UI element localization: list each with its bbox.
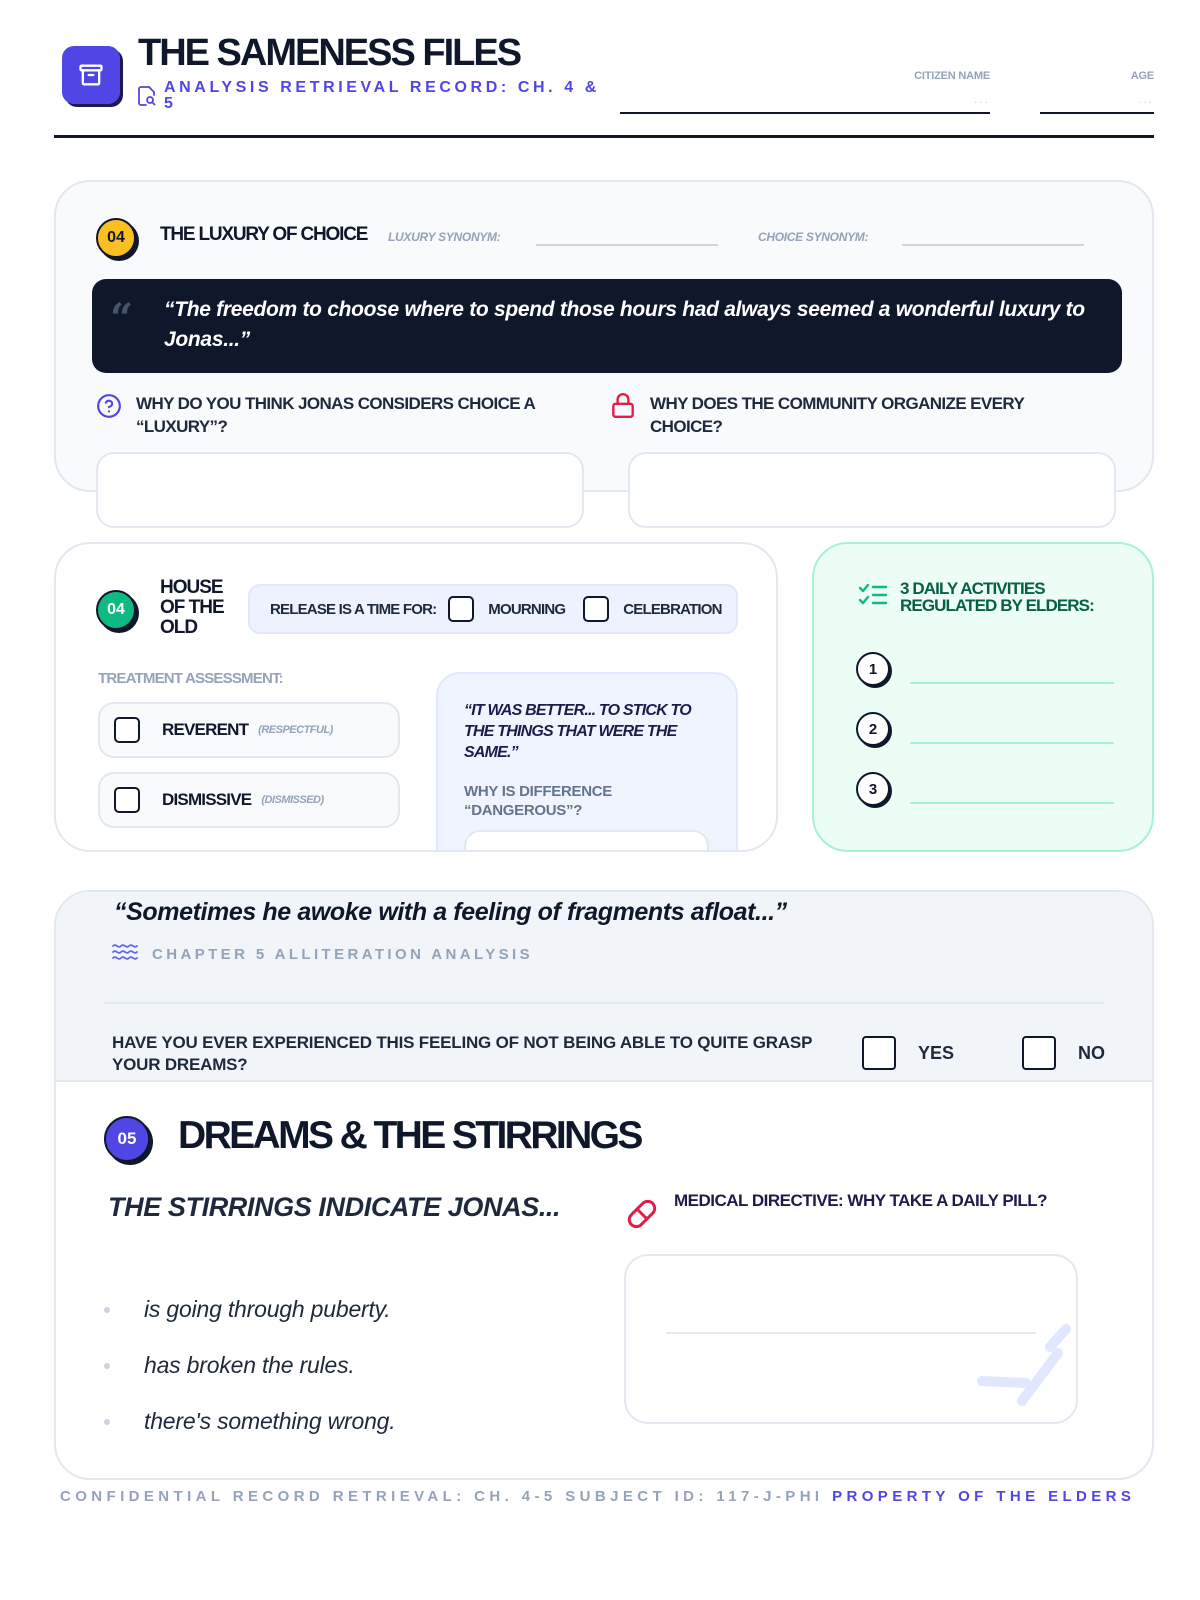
bullet: [104, 1419, 110, 1425]
dream-question: HAVE YOU EVER EXPERIENCED THIS FEELING OF NOT BEING ABLE TO QUITE GRASP YOUR DREAMS?: [112, 1033, 812, 1074]
subtitle-row: [138, 80, 609, 112]
yes-checkbox[interactable]: [862, 1036, 896, 1070]
release-selector: [248, 584, 738, 634]
divider: [104, 1002, 1104, 1004]
medical-answer-input[interactable]: [624, 1254, 1078, 1424]
activity-input[interactable]: [910, 682, 1114, 684]
citizen-name-field[interactable]: [620, 70, 990, 114]
treatment-option-dismissive[interactable]: [98, 772, 400, 828]
list-item-text: there's something wrong.: [144, 1408, 396, 1434]
answer-organize-input[interactable]: [628, 452, 1116, 528]
checklist-icon: [858, 582, 888, 615]
bullet: [104, 1307, 110, 1313]
luxury-of-choice-card: [54, 180, 1154, 492]
footer-property: PROPERTY OF THE ELDERS: [832, 1488, 1136, 1505]
footer-record: CONFIDENTIAL RECORD RETRIEVAL: CH. 4-5 SUBJECT ID: 117-J-PHI: [60, 1488, 824, 1505]
treatment-assessment-label: TREATMENT ASSESSMENT:: [98, 670, 283, 687]
section-title: THE LUXURY OF CHOICE: [160, 224, 368, 245]
option-note: (DISMISSED): [261, 794, 324, 806]
house-of-the-old-card: [54, 542, 778, 852]
dismissive-checkbox[interactable]: [114, 787, 140, 813]
help-circle-icon: [96, 393, 122, 424]
pill-icon: [966, 1317, 1076, 1422]
luxury-synonym-input[interactable]: [536, 244, 718, 246]
footer: [60, 1488, 1160, 1505]
stirrings-prompt: THE STIRRINGS INDICATE JONAS...: [108, 1192, 561, 1222]
difference-panel: [436, 672, 738, 852]
citizen-name-input[interactable]: ...: [620, 92, 990, 114]
chapter-badge: 04: [96, 590, 136, 630]
no-option[interactable]: [1022, 1036, 1105, 1070]
quote-text: “The freedom to choose where to spend those hours had always seemed a wonderful luxury to Jonas...”: [164, 298, 1085, 351]
choice-synonym-label: CHOICE SYNONYM:: [758, 230, 869, 244]
celebration-label: CELEBRATION: [623, 600, 722, 618]
no-checkbox[interactable]: [1022, 1036, 1056, 1070]
citizen-name-label: CITIZEN NAME: [914, 70, 990, 82]
bullet: [104, 1363, 110, 1369]
release-label: RELEASE IS A TIME FOR:: [270, 600, 437, 618]
question-luxury: [96, 392, 536, 438]
quote-icon: “: [110, 295, 134, 342]
dream-quote: “Sometimes he awoke with a feeling of fragments afloat...”: [114, 898, 787, 926]
page-subtitle: ANALYSIS RETRIEVAL RECORD: CH. 4 & 5: [164, 79, 600, 112]
section-title: HOUSE OF THE OLD: [160, 577, 224, 638]
list-item-text: is going through puberty.: [144, 1296, 391, 1322]
celebration-checkbox[interactable]: [583, 596, 609, 622]
yes-label: YES: [918, 1042, 955, 1063]
document-search-icon: [138, 86, 156, 111]
analysis-label-row: [112, 942, 533, 967]
age-field[interactable]: [1040, 70, 1154, 114]
list-item-text: has broken the rules.: [144, 1352, 355, 1378]
waves-icon: [112, 942, 138, 967]
yes-option[interactable]: [862, 1036, 954, 1070]
quote-block: [92, 279, 1122, 373]
dreams-card: [54, 890, 1154, 1480]
answer-luxury-input[interactable]: [96, 452, 584, 528]
activity-input[interactable]: [910, 742, 1114, 744]
daily-activities-card: [812, 542, 1154, 852]
section-title: DREAMS & THE STIRRINGS: [178, 1114, 641, 1157]
chapter-badge: 04: [96, 218, 136, 258]
mourning-label: MOURNING: [488, 600, 566, 618]
chapter-badge: 05: [104, 1116, 150, 1162]
page-title: THE SAMENESS FILES: [138, 32, 521, 74]
list-item: [104, 1352, 355, 1379]
option-label: DISMISSIVE: [162, 790, 252, 809]
question-text: WHY DOES THE COMMUNITY ORGANIZE EVERY CHOICE?: [650, 394, 1024, 436]
choice-synonym-input[interactable]: [902, 244, 1084, 246]
header: [54, 30, 1154, 138]
alliteration-panel: [56, 892, 1154, 1082]
difference-answer-input[interactable]: [464, 830, 709, 852]
list-item: [104, 1408, 395, 1435]
activities-title: 3 DAILY ACTIVITIES REGULATED BY ELDERS:: [900, 579, 1094, 615]
archive-icon: [62, 46, 120, 104]
option-note: (RESPECTFUL): [258, 724, 333, 736]
treatment-option-reverent[interactable]: [98, 702, 400, 758]
luxury-synonym-label: LUXURY SYNONYM:: [388, 230, 501, 244]
question-organize: [610, 392, 1100, 438]
difference-quote: “IT WAS BETTER... TO STICK TO THE THINGS THAT WERE THE SAME.”: [464, 702, 691, 761]
analysis-label: CHAPTER 5 ALLITERATION ANALYSIS: [152, 946, 533, 963]
lock-icon: [610, 392, 636, 425]
no-label: NO: [1078, 1042, 1105, 1063]
age-input[interactable]: ...: [1040, 92, 1154, 114]
pill-icon: [624, 1196, 660, 1237]
question-text: WHY DO YOU THINK JONAS CONSIDERS CHOICE A “LUXURY”?: [136, 394, 535, 436]
list-item: [104, 1296, 390, 1323]
reverent-checkbox[interactable]: [114, 717, 140, 743]
activity-number: 2: [856, 712, 890, 746]
activity-input[interactable]: [910, 802, 1114, 804]
medical-directive: MEDICAL DIRECTIVE: WHY TAKE A DAILY PILL?: [674, 1191, 1048, 1210]
age-label: AGE: [1130, 70, 1154, 82]
mourning-checkbox[interactable]: [448, 596, 474, 622]
option-label: REVERENT: [162, 720, 249, 739]
activity-number: 3: [856, 772, 890, 806]
difference-question: WHY IS DIFFERENCE “DANGEROUS”?: [464, 783, 612, 819]
activity-number: 1: [856, 652, 890, 686]
